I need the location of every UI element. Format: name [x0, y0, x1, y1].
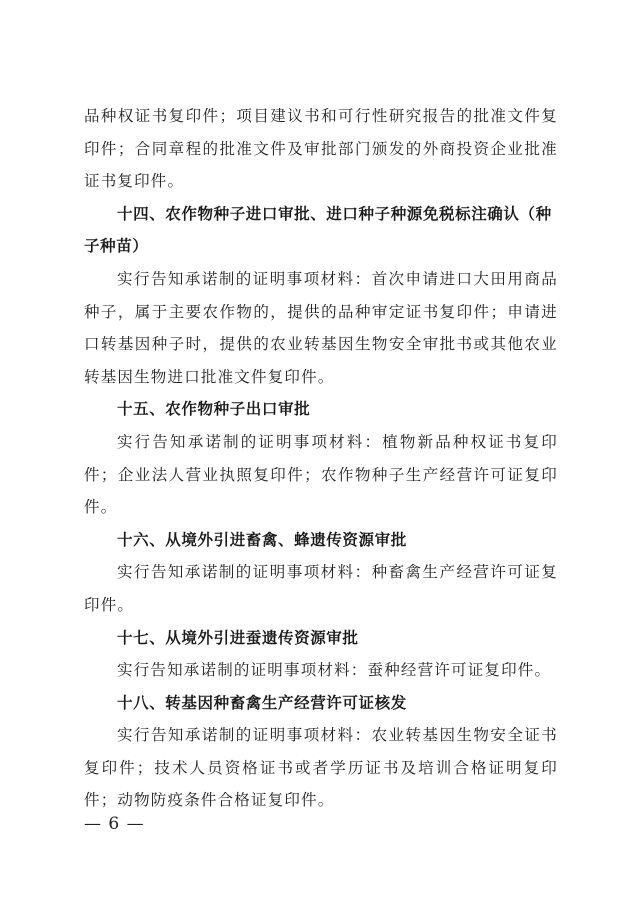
paragraph: 实行告知承诺制的证明事项材料：种畜禽生产经营许可证复印件。: [84, 563, 558, 614]
section-heading-15: 十五、农作物种子出口审批: [117, 400, 311, 419]
section-heading-14: 十四、农作物种子进口审批、进口种子种源免税标注确认（种子种苗）: [84, 204, 552, 256]
section-heading-18: 十八、转基因种畜禽生产经营许可证核发: [117, 693, 407, 712]
section-heading-17: 十七、从境外引进蚕遗传资源审批: [117, 628, 359, 647]
paragraph: 实行告知承诺制的证明事项材料：首次申请进口大田用商品种子，属于主要农作物的，提供的品种审定证书复印件；申请进口转基因种子时，提供的农业转基因生物安全审批书或其他农业转基因生物进口批准文件复印件。: [84, 269, 558, 386]
paragraph: 品种权证书复印件；项目建议书和可行性研究报告的批准文件复印件；合同章程的批准文件及审批部门颁发的外商投资企业批准证书复印件。: [84, 107, 558, 191]
section-heading-16: 十六、从境外引进畜禽、蜂遗传资源审批: [117, 530, 407, 549]
paragraph: 实行告知承诺制的证明事项材料：植物新品种权证书复印件；企业法人营业执照复印件；农作物种子生产经营许可证复印件。: [84, 432, 558, 517]
paragraph: 实行告知承诺制的证明事项材料：蚕种经营许可证复印件。: [117, 661, 552, 680]
page-number: — 6 —: [84, 814, 145, 834]
document-body: [84, 100, 558, 817]
paragraph: 实行告知承诺制的证明事项材料：农业转基因生物安全证书复印件；技术人员资格证书或者学历证书及培训合格证明复印件；动物防疫条件合格证复印件。: [84, 726, 558, 810]
